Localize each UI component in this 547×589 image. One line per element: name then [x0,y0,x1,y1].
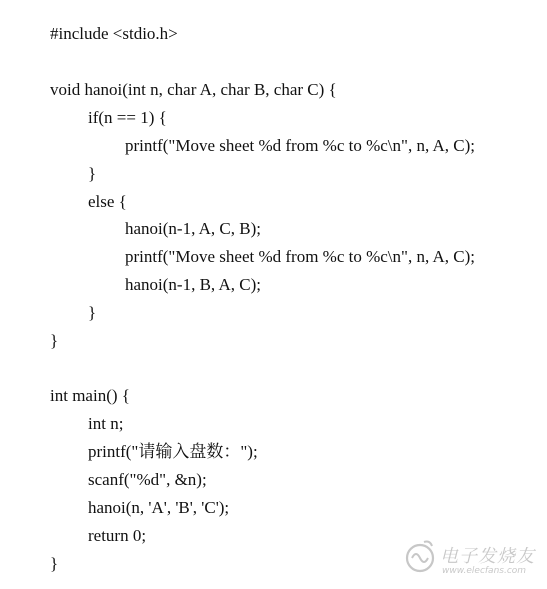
code-line-hanoi-close: } [50,331,59,350]
code-line-hanoi-call-2: hanoi(n-1, B, A, C); [125,275,261,294]
code-line-printf-1: printf("Move sheet %d from %c to %c\n", n, A, C); [125,136,476,155]
code-line-else-close: } [88,303,97,322]
watermark [400,532,540,584]
code-line-main-close: } [50,554,59,573]
watermark-name: 电子发烧友 [440,546,535,567]
code-line-hanoi-call-1: hanoi(n-1, A, C, B); [125,219,261,238]
code-line-main-signature: int main() { [50,386,130,405]
code-line-include: #include <stdio.h> [50,24,178,43]
code-line-return: return 0; [88,526,147,545]
code-line-hanoi-signature: void hanoi(int n, char A, char B, char C) { [50,80,337,99]
code-line-int-n: int n; [88,414,124,433]
code-line-printf-2: printf("Move sheet %d from %c to %c\n", n, A, C); [125,247,476,266]
code-line-else: else { [88,192,127,211]
watermark-url: www.elecfans.com [442,566,527,576]
code-line-hanoi-main-call: hanoi(n, 'A', 'B', 'C'); [88,498,230,517]
code-line-scanf: scanf("%d", &n); [88,470,207,489]
code-line-if: if(n == 1) { [88,108,167,127]
code-line-if-close: } [88,164,97,183]
elecfans-logo-icon [400,536,440,576]
code-line-printf-prompt: printf("请输入盘数："); [88,442,258,461]
